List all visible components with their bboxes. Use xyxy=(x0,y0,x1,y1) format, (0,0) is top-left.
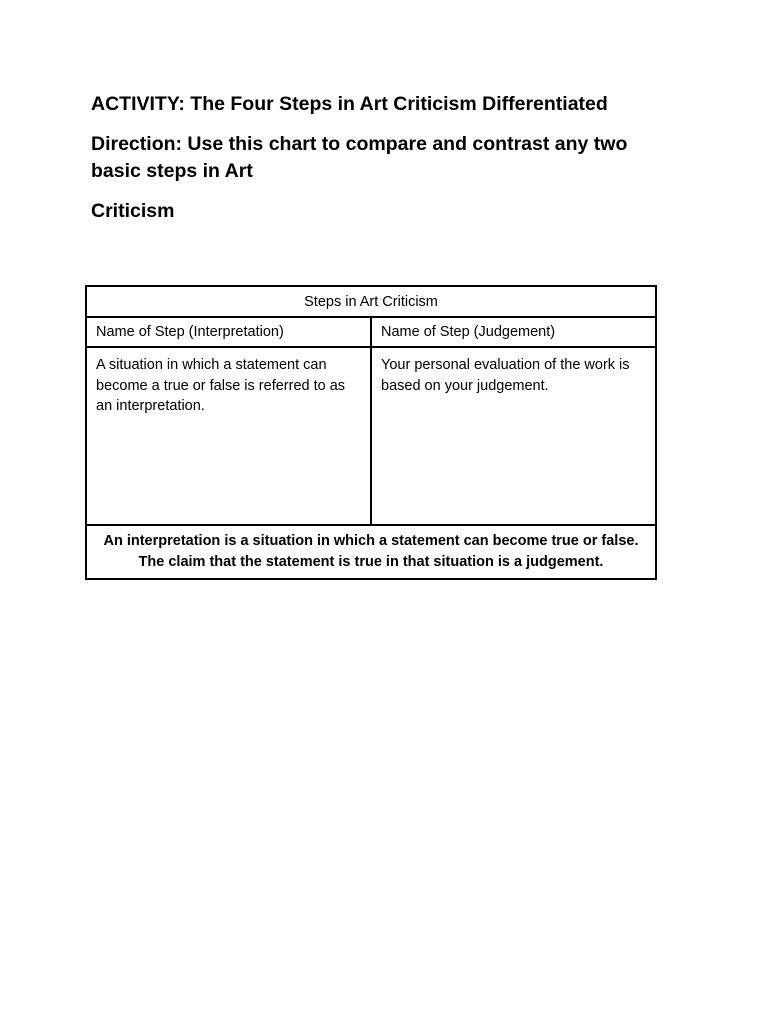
table-body-row xyxy=(86,347,656,525)
table-title: Steps in Art Criticism xyxy=(86,286,656,317)
column-header-judgement: Name of Step (Judgement) xyxy=(371,317,656,347)
direction-text: Direction: Use this chart to compare and contrast any two basic steps in Art xyxy=(91,133,628,182)
activity-title: ACTIVITY: The Four Steps in Art Criticism Differentiated xyxy=(91,93,608,115)
interpretation-description: A situation in which a statement can become a true or false is referred to as an interpretation. xyxy=(86,347,371,525)
comparison-table xyxy=(85,285,657,580)
table-header-row xyxy=(86,317,656,347)
table-summary: An interpretation is a situation in which a statement can become true or false. The claim that the statement is true in that situation is a judgement. xyxy=(86,525,656,579)
direction-text-continued: Criticism xyxy=(91,200,175,222)
table-summary-row xyxy=(86,525,656,579)
table-title-row xyxy=(86,286,656,317)
judgement-description: Your personal evaluation of the work is based on your judgement. xyxy=(371,347,656,525)
column-header-interpretation: Name of Step (Interpretation) xyxy=(86,317,371,347)
